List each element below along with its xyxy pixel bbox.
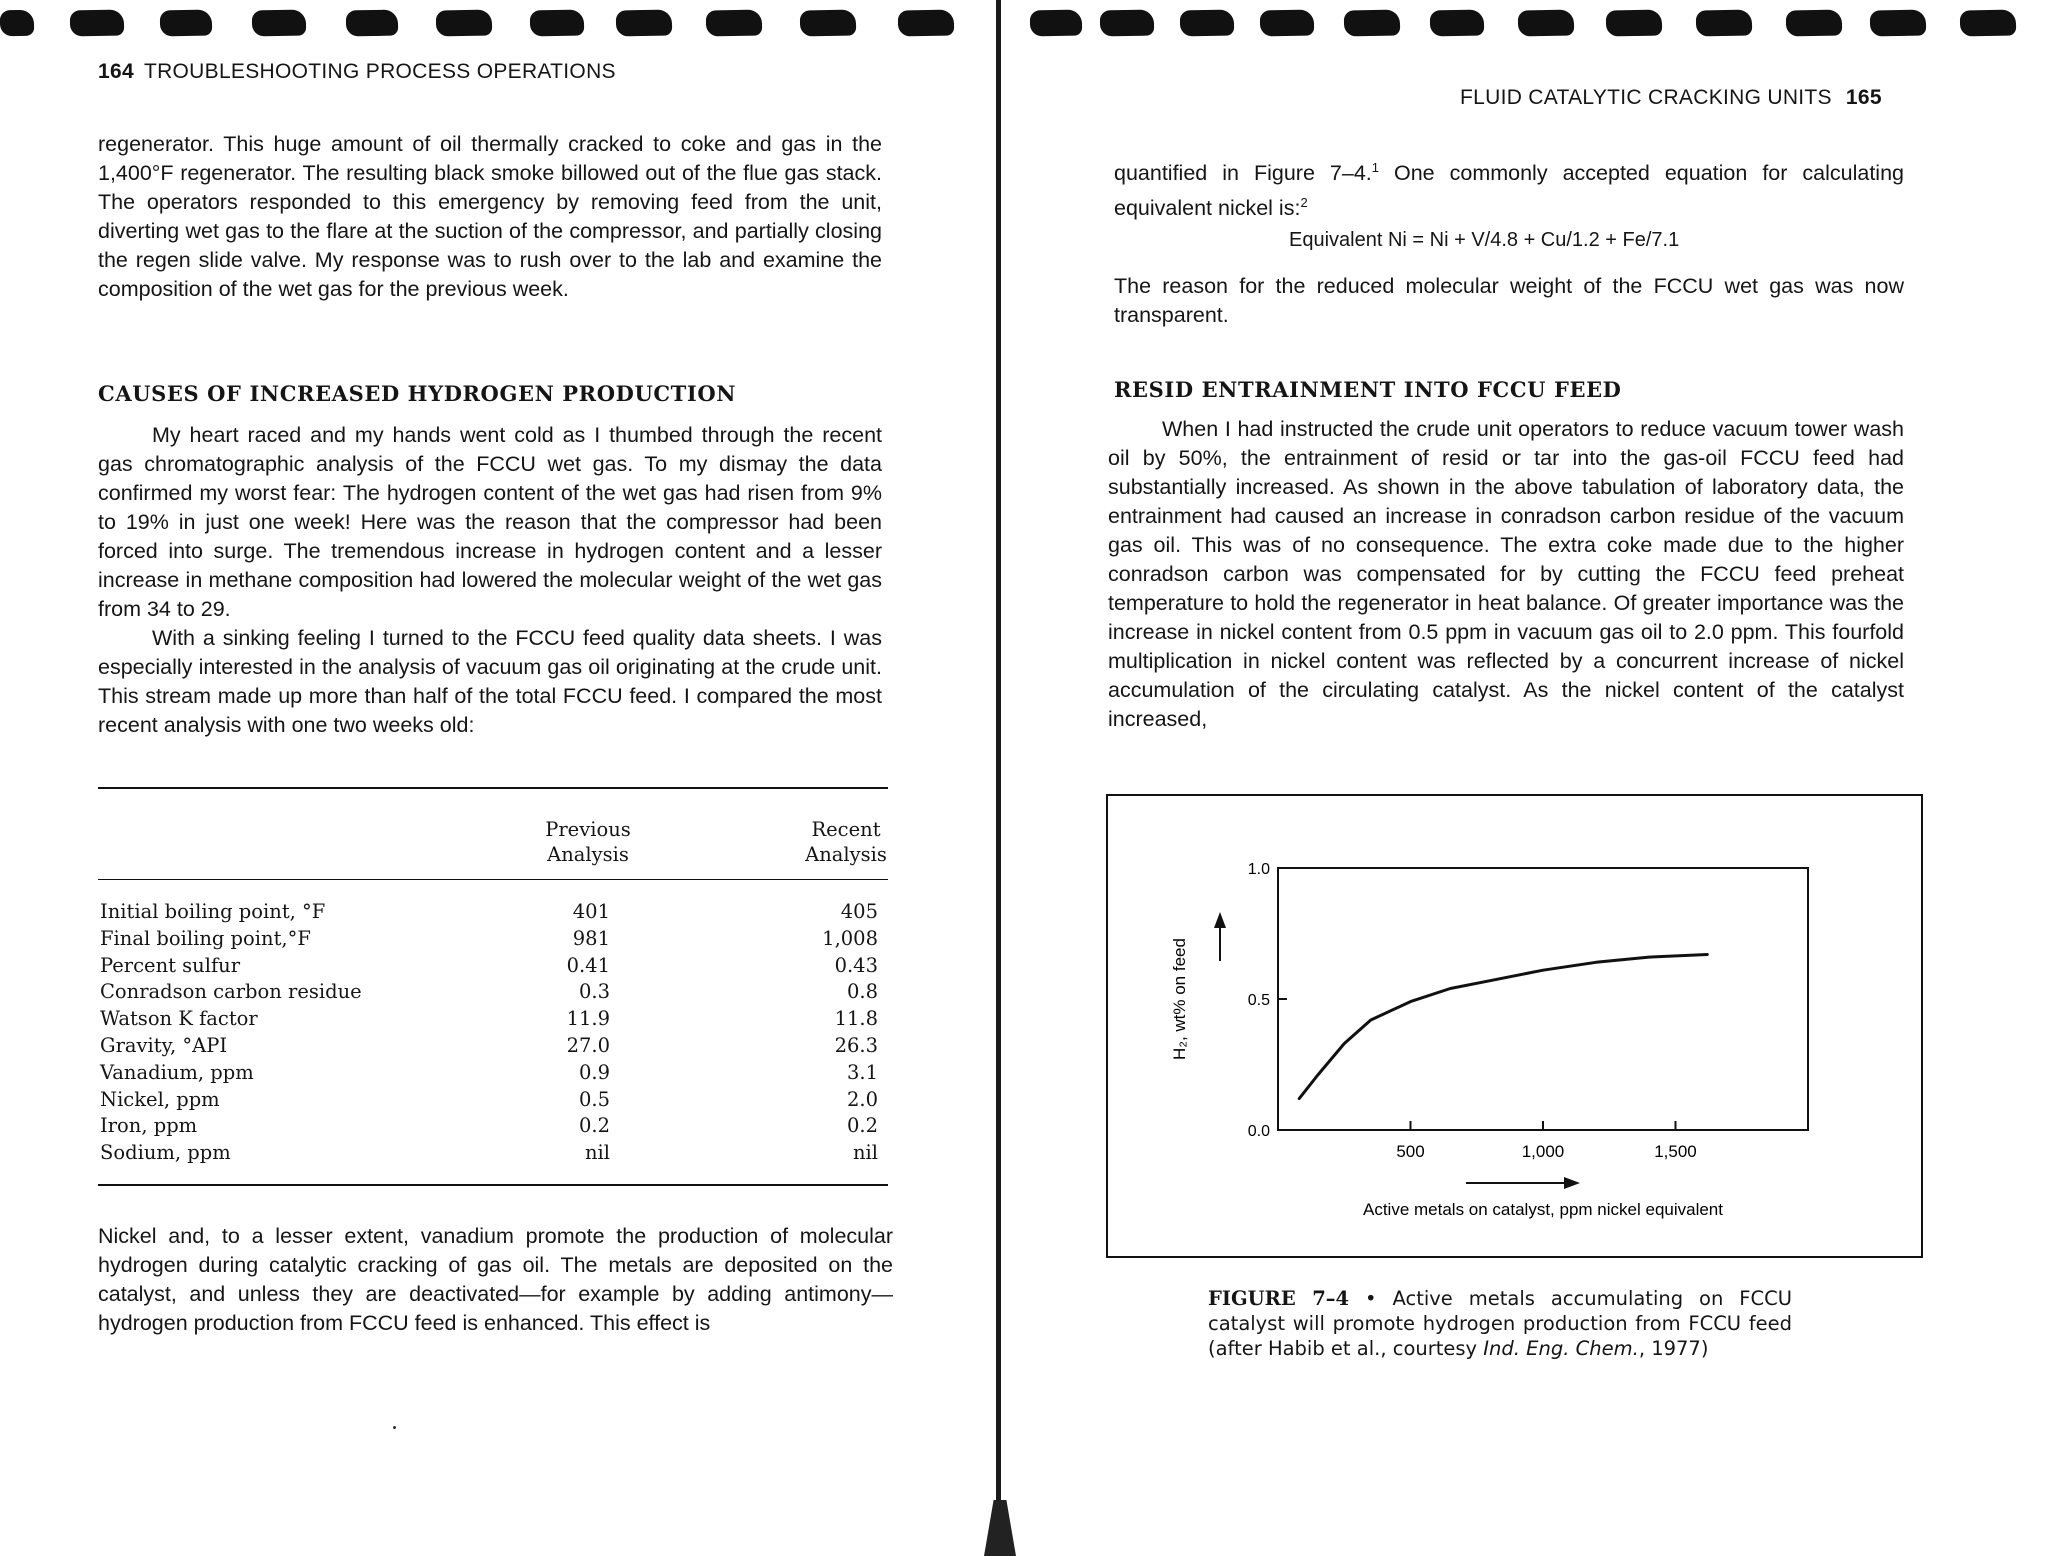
figure-frame	[1106, 794, 1923, 1258]
row-label: Final boiling point,°F	[100, 926, 311, 950]
binding-holes	[0, 10, 2048, 50]
y-tick-label: 0.0	[1247, 1123, 1270, 1140]
row-label: Iron, ppm	[100, 1114, 198, 1138]
table-row	[98, 954, 888, 981]
row-previous: 11.9	[566, 1007, 610, 1031]
left-paragraph-2-text: My heart raced and my hands went cold as I thumbed through the recent gas chromatographic analysis of the FCCU wet gas. To my dismay the data confirmed my worst fear: The hydrogen content of the wet gas had risen from 9% to 19% in just one week! Here was the reason that the compressor had been forced into surge. The tremendous increase in hydrogen content and a lesser increase in methane composition had lowered the molecular weight of the wet gas from 34 to 29.	[98, 423, 882, 621]
row-label: Gravity, °API	[100, 1033, 228, 1057]
table-row	[98, 1007, 888, 1034]
header-previous-line1: Previous	[545, 818, 631, 841]
table-row	[98, 1061, 888, 1088]
hydrogen-vs-metals-chart	[1108, 796, 1921, 1256]
table-body	[98, 880, 888, 1184]
table-row	[98, 1114, 888, 1141]
caption-year: , 1977)	[1638, 1337, 1709, 1360]
row-recent: 0.43	[834, 953, 878, 977]
table-row	[98, 1088, 888, 1115]
series-line	[1299, 955, 1707, 1099]
para1-part2: One commonly accepted equation for calculating equivalent nickel is:	[1114, 161, 1904, 221]
row-previous: 0.3	[578, 980, 610, 1004]
header-recent-line2: Analysis	[805, 843, 887, 866]
caption-journal: Ind. Eng. Chem.	[1483, 1337, 1639, 1360]
footnote-ref-1: 1	[1371, 160, 1379, 175]
caption-text: Active metals accumulating on FCCU catalyst will promote hydrogen production from FCCU feed (after Habib et al., courtesy	[1208, 1287, 1792, 1360]
y-tick-label: 1.0	[1247, 861, 1270, 878]
left-running-head-title: TROUBLESHOOTING PROCESS OPERATIONS	[143, 60, 616, 83]
row-previous: 0.9	[578, 1060, 610, 1084]
book-spine-shadow	[984, 1500, 1016, 1556]
right-paragraph-2	[1114, 272, 1904, 330]
row-label: Nickel, ppm	[100, 1087, 220, 1111]
row-label: Initial boiling point, °F	[100, 900, 326, 923]
right-paragraph-2-text: The reason for the reduced molecular weight of the FCCU wet gas was now transparent.	[1114, 274, 1904, 327]
row-previous: nil	[584, 1141, 610, 1165]
caption-bullet: •	[1349, 1287, 1393, 1310]
paper-speck	[393, 1426, 396, 1429]
row-previous: 981	[572, 926, 610, 950]
row-previous: 401	[572, 900, 610, 923]
x-axis-label: Active metals on catalyst, ppm nickel equivalent	[1362, 1200, 1724, 1219]
para1-part1: quantified in Figure 7–4.	[1114, 161, 1372, 186]
right-paragraph-1-text	[1114, 153, 1904, 223]
book-spine	[996, 0, 1001, 1556]
row-previous: 0.41	[566, 953, 610, 977]
row-label: Watson K factor	[100, 1007, 258, 1031]
row-recent: 0.8	[846, 980, 878, 1004]
right-running-head-title: FLUID CATALYTIC CRACKING UNITS	[1460, 86, 1832, 109]
row-recent: 26.3	[834, 1033, 878, 1057]
figure-number: FIGURE 7–4	[1208, 1287, 1350, 1310]
right-running-head	[1460, 86, 1882, 110]
row-previous: 0.5	[578, 1087, 610, 1111]
left-paragraph-4	[98, 1222, 893, 1338]
footnote-ref-2: 2	[1300, 195, 1308, 211]
y-tick-label: 0.5	[1247, 992, 1270, 1009]
row-label: Percent sulfur	[100, 953, 241, 977]
row-recent: 2.0	[846, 1087, 878, 1111]
table-header	[98, 789, 888, 880]
right-paragraph-1	[1114, 153, 1904, 223]
x-tick-label: 1,000	[1521, 1142, 1565, 1161]
left-page-number: 164	[98, 60, 134, 83]
plot-frame	[1278, 868, 1808, 1130]
header-recent	[786, 817, 906, 867]
x-tick-label: 500	[1396, 1142, 1425, 1161]
left-running-head	[98, 60, 616, 84]
left-paragraph-4-text: Nickel and, to a lesser extent, vanadium promote the production of molecular hydrogen during catalytic cracking of gas oil. The metals are deposited on the catalyst, and unless they are deactivated—for example by adding antimony—hydrogen production from FCCU feed is enhanced. This effect is	[98, 1224, 893, 1335]
right-paragraph-3-text: When I had instructed the crude unit operators to reduce vacuum tower wash oil by 50%, the entrainment of resid or tar into the gas-oil FCCU feed had substantially increased. As shown in the above tabulation of laboratory data, the entrainment had caused an increase in conradson carbon residue of the vacuum gas oil. This was of no consequence. The extra coke made due to the higher conradson carbon was compensated for by cutting the FCCU feed preheat temperature to hold the regenerator in heat balance. Of greater importance was the increase in nickel content from 0.5 ppm in vacuum gas oil to 2.0 ppm. This fourfold multiplication in nickel content was reflected by a concurrent increase of nickel accumulation of the circulating catalyst. As the nickel content of the catalyst increased,	[1108, 417, 1904, 731]
analysis-table	[98, 787, 888, 1186]
equivalent-nickel-equation: Equivalent Ni = Ni + V/4.8 + Cu/1.2 + Fe/7.1	[1289, 229, 1680, 251]
header-recent-line1: Recent	[811, 818, 881, 841]
row-previous: 0.2	[578, 1114, 610, 1138]
y-axis-label: H₂, wt% on feed	[1170, 938, 1189, 1060]
y-axis-arrow-head	[1214, 912, 1226, 928]
right-section-heading: RESID ENTRAINMENT INTO FCCU FEED	[1114, 377, 1622, 402]
left-paragraph-1	[98, 130, 882, 304]
row-recent: 405	[840, 900, 878, 923]
right-page-number: 165	[1845, 86, 1882, 109]
right-paragraph-3	[1108, 415, 1904, 734]
row-label: Vanadium, ppm	[100, 1060, 254, 1084]
left-paragraph-3-text: With a sinking feeling I turned to the FCCU feed quality data sheets. I was especially interested in the analysis of vacuum gas oil originating at the crude unit. This stream made up more than half of the total FCCU feed. I compared the most recent analysis with one two weeks old:	[98, 626, 882, 737]
row-recent: 3.1	[846, 1060, 878, 1084]
table-row	[98, 900, 888, 927]
left-paragraph-2-3	[98, 421, 882, 740]
left-paragraph-1-text: regenerator. This huge amount of oil thermally cracked to coke and gas in the 1,400°F regenerator. The resulting black smoke billowed out of the flue gas stack. The operators responded to this emergency by removing feed from the unit, diverting wet gas to the flare at the suction of the compressor, and partially closing the regen slide valve. My response was to rush over to the lab and examine the composition of the wet gas for the previous week.	[98, 132, 882, 301]
row-label: Conradson carbon residue	[100, 980, 362, 1004]
row-label: Sodium, ppm	[100, 1141, 231, 1165]
row-recent: 0.2	[846, 1114, 878, 1138]
table-row	[98, 1034, 888, 1061]
header-previous-line2: Analysis	[547, 843, 629, 866]
row-recent: nil	[852, 1141, 878, 1165]
table-row	[98, 980, 888, 1007]
table-row	[98, 1141, 888, 1168]
header-previous	[528, 817, 648, 867]
table-row	[98, 927, 888, 954]
figure-caption	[1208, 1286, 1792, 1361]
row-recent: 1,008	[822, 926, 878, 950]
row-recent: 11.8	[834, 1007, 878, 1031]
left-section-heading: CAUSES OF INCREASED HYDROGEN PRODUCTION	[98, 381, 737, 406]
x-tick-label: 1,500	[1654, 1142, 1697, 1161]
x-axis-arrow-head	[1564, 1177, 1580, 1189]
row-previous: 27.0	[566, 1033, 610, 1057]
